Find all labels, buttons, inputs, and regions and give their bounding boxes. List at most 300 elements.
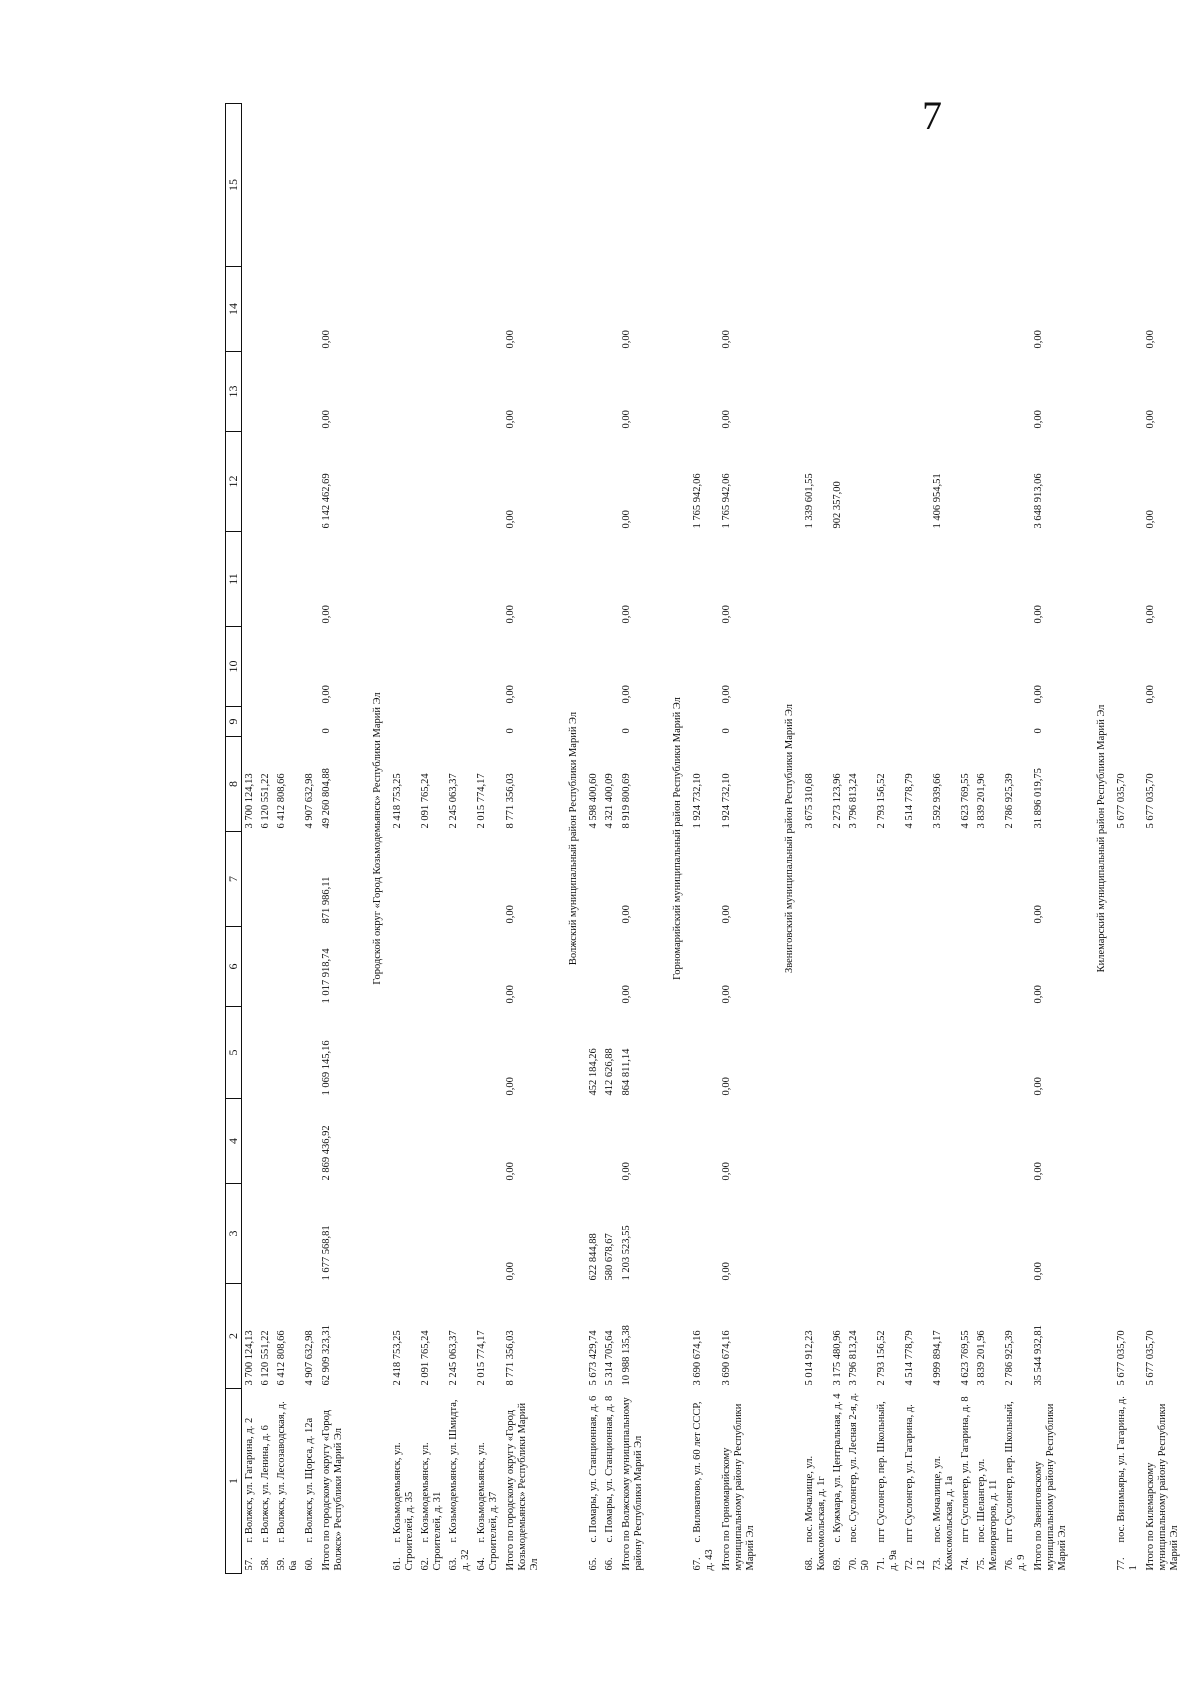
- cell-col-6: [690, 1007, 718, 1099]
- cell-col-7: [1142, 927, 1184, 1007]
- cell-col-7: [930, 927, 958, 1007]
- table-row: [846, 104, 874, 1574]
- cell-col-15: [802, 267, 830, 352]
- cell-col-5: 0,00: [621, 1162, 632, 1181]
- column-header-15: 15: [226, 104, 242, 267]
- cell-col-11: [930, 627, 958, 707]
- cell-col-14: [874, 352, 902, 432]
- address-cell: [502, 1389, 544, 1574]
- cell-col-8: [846, 832, 874, 927]
- cell-col-12: [586, 532, 602, 627]
- row-number: 61.: [392, 1557, 403, 1571]
- cell-col-11: 0,00: [721, 685, 732, 704]
- section-row: [774, 104, 802, 1574]
- cell-col-8: [446, 832, 474, 927]
- cell-col-12: [802, 532, 830, 627]
- row-label: пгт Суслонгер, пер. Школьный, д. 9а: [876, 1401, 899, 1571]
- table-row: [902, 104, 930, 1574]
- cell-col-9: 49 260 804,88: [321, 768, 332, 829]
- cell-col-10: 0: [721, 728, 732, 734]
- cell-col-12: [242, 532, 259, 627]
- cell-col-6: [274, 1007, 302, 1099]
- column-header-11: 11: [226, 532, 242, 627]
- cell-col-14: [302, 352, 318, 432]
- cell-col-10: [418, 707, 446, 737]
- cell-col-4: [242, 1184, 259, 1284]
- spacer-cell: [348, 104, 362, 1574]
- table-row: [930, 104, 958, 1574]
- row-number: 74.: [960, 1557, 971, 1571]
- cell-col-5: [974, 1099, 1002, 1184]
- cell-col-10: [958, 707, 974, 737]
- address-cell: [1002, 1389, 1030, 1574]
- cell-col-8: [474, 832, 502, 927]
- cell-col-7: [418, 927, 446, 1007]
- cell-col-14: 0,00: [1033, 410, 1044, 429]
- cell-col-8: [974, 832, 1002, 927]
- cell-col-15: [474, 267, 502, 352]
- cell-col-10: [930, 707, 958, 737]
- cell-col-15: [602, 267, 618, 352]
- cell-col-14: 0,00: [621, 410, 632, 429]
- row-label: пгт Суслонгер, ул. Гагарина, д. 12: [904, 1404, 927, 1571]
- cell-col-11: 0,00: [321, 685, 332, 704]
- row-number: 70.: [848, 1557, 859, 1571]
- cell-col-11: [446, 627, 474, 707]
- cell-col-7: 0,00: [1033, 985, 1044, 1004]
- cell-col-6: [1142, 1007, 1184, 1099]
- cell-col-8: 0,00: [1033, 905, 1044, 924]
- cell-col-5: [242, 1099, 259, 1184]
- cell-col-4: [1002, 1184, 1030, 1284]
- column-header-4: 4: [226, 1099, 242, 1184]
- cell-col-14: [602, 352, 618, 432]
- cell-col-13: 0,00: [621, 510, 632, 529]
- cell-col-5: [418, 1099, 446, 1184]
- cell-col-9: 2 091 765,24: [420, 773, 431, 829]
- address-cell: [958, 1389, 974, 1574]
- cell-col-5: [846, 1099, 874, 1184]
- cell-col-9: 3 700 124,13: [244, 773, 255, 829]
- total-row: [718, 104, 760, 1574]
- cell-col-3: 5 677 035,70: [1116, 1330, 1127, 1386]
- address-cell: [974, 1389, 1002, 1574]
- cell-col-12: 0,00: [1033, 605, 1044, 624]
- cell-col-14: [474, 352, 502, 432]
- cell-col-14: [1114, 352, 1142, 432]
- cell-col-5: [874, 1099, 902, 1184]
- address-cell: [418, 1389, 446, 1574]
- cell-col-7: [390, 927, 418, 1007]
- total-row: [1030, 104, 1072, 1574]
- cell-col-9: 4 321 400,09: [604, 773, 615, 829]
- cell-col-7: [242, 927, 259, 1007]
- row-label: пос. Визимьяры, ул. Гагарина, д. 1: [1116, 1396, 1139, 1571]
- column-header-7: 7: [226, 832, 242, 927]
- cell-col-9: 3 796 813,24: [848, 773, 859, 829]
- cell-col-13: 3 648 913,06: [1033, 473, 1044, 529]
- cell-col-8: [690, 832, 718, 927]
- spacer-row: [1072, 104, 1086, 1574]
- cell-col-5: 2 869 436,92: [321, 1125, 332, 1181]
- cell-col-5: [690, 1099, 718, 1184]
- cell-col-9: 1 924 732,10: [721, 773, 732, 829]
- row-number: 63.: [448, 1557, 459, 1571]
- cell-col-7: [690, 927, 718, 1007]
- cell-col-14: [1002, 352, 1030, 432]
- cell-col-15: 0,00: [321, 330, 332, 349]
- cell-col-5: [390, 1099, 418, 1184]
- cell-col-7: [602, 927, 618, 1007]
- cell-col-10: [1114, 707, 1142, 737]
- cell-col-11: [602, 627, 618, 707]
- cell-col-11: [874, 627, 902, 707]
- row-number: 62.: [420, 1557, 431, 1571]
- cell-col-7: 0,00: [621, 985, 632, 1004]
- cell-col-8: [830, 832, 846, 927]
- address-cell: [302, 1389, 318, 1574]
- cell-col-14: [274, 352, 302, 432]
- cell-col-8: [274, 832, 302, 927]
- cell-col-13: [446, 432, 474, 532]
- cell-col-12: [258, 532, 274, 627]
- cell-col-4: [474, 1184, 502, 1284]
- cell-col-9: 6 412 808,66: [276, 773, 287, 829]
- spacer-row: [348, 104, 362, 1574]
- row-number: 68.: [804, 1557, 815, 1571]
- row-number: 76.: [1004, 1557, 1015, 1571]
- cell-col-4: [930, 1184, 958, 1284]
- cell-col-5: [958, 1099, 974, 1184]
- cell-col-15: [690, 267, 718, 352]
- cell-col-4: [974, 1184, 1002, 1284]
- cell-col-4: [1142, 1184, 1184, 1284]
- cell-col-4: [390, 1184, 418, 1284]
- table-row: [274, 104, 302, 1574]
- cell-col-9: 5 677 035,70: [1145, 773, 1156, 829]
- row-label: пос. Мочалище, ул. Комсомольская, д. 1г: [804, 1455, 827, 1571]
- cell-col-15: 0,00: [721, 330, 732, 349]
- row-label: пос. Мочалище, ул. Комсомольская, д. 1а: [932, 1455, 955, 1571]
- cell-col-10: [390, 707, 418, 737]
- cell-col-10: [258, 707, 274, 737]
- cell-col-13: [474, 432, 502, 532]
- section-row: [662, 104, 690, 1574]
- cell-col-12: [690, 532, 718, 627]
- row-number: 64.: [476, 1557, 487, 1571]
- cell-col-11: [418, 627, 446, 707]
- row-label: с. Кужмара, ул. Центральная, д. 4: [832, 1393, 843, 1543]
- row-label: Итого по Горномарийскому муниципальному району Республики Марий Эл: [721, 1403, 756, 1571]
- cell-col-4: [846, 1184, 874, 1284]
- address-cell: [690, 1389, 718, 1574]
- cell-col-6: [258, 1007, 274, 1099]
- cell-col-14: [974, 352, 1002, 432]
- column-header-13: 13: [226, 352, 242, 432]
- cell-col-9: 5 677 035,70: [1116, 773, 1127, 829]
- cell-col-15: [390, 267, 418, 352]
- cell-col-4: 0,00: [505, 1262, 516, 1281]
- cell-col-15: [830, 267, 846, 352]
- cell-col-8: 0,00: [721, 905, 732, 924]
- cell-col-15: [446, 267, 474, 352]
- total-row: [1142, 104, 1184, 1574]
- cell-col-6: 412 626,88: [604, 1048, 615, 1096]
- cell-col-5: [274, 1099, 302, 1184]
- cell-col-3: 5 014 912,23: [804, 1330, 815, 1386]
- row-label: Итого по Звениговскому муниципальному району Республики Марий Эл: [1033, 1403, 1068, 1571]
- cell-col-13: [302, 432, 318, 532]
- section-row: [558, 104, 586, 1574]
- cell-col-15: [418, 267, 446, 352]
- cell-col-14: 0,00: [321, 410, 332, 429]
- cell-col-9: 2 245 063,37: [448, 773, 459, 829]
- table-row: [474, 104, 502, 1574]
- cell-col-8: [586, 832, 602, 927]
- cell-col-6: [874, 1007, 902, 1099]
- cell-col-6: 864 811,14: [621, 1048, 632, 1096]
- cell-col-15: 0,00: [1145, 330, 1156, 349]
- row-label: Итого по городскому округу «Город Козьмодемьянск» Республики Марий Эл: [505, 1402, 540, 1571]
- row-number: 73.: [932, 1557, 943, 1571]
- cell-col-13: 0,00: [505, 510, 516, 529]
- cell-col-13: [1114, 432, 1142, 532]
- cell-col-8: [1142, 832, 1184, 927]
- cell-col-6: [802, 1007, 830, 1099]
- cell-col-9: 3 839 201,96: [976, 773, 987, 829]
- table-row: [418, 104, 446, 1574]
- cell-col-11: 0,00: [1033, 685, 1044, 704]
- data-table: [225, 103, 1198, 1574]
- cell-col-9: 4 598 400,60: [588, 773, 599, 829]
- cell-col-6: 0,00: [1033, 1077, 1044, 1096]
- cell-col-11: 0,00: [621, 685, 632, 704]
- cell-col-13: [242, 432, 259, 532]
- cell-col-4: [258, 1184, 274, 1284]
- cell-col-5: [474, 1099, 502, 1184]
- section-title: Городской округ «Город Козьмодемьянск» Республики Марий Эл: [372, 692, 383, 985]
- cell-col-15: [958, 267, 974, 352]
- cell-col-5: [902, 1099, 930, 1184]
- cell-col-3: 62 909 323,31: [321, 1325, 332, 1386]
- cell-col-3: 5 314 705,64: [604, 1330, 615, 1386]
- cell-col-11: [846, 627, 874, 707]
- cell-col-5: [446, 1099, 474, 1184]
- table-row: [242, 104, 259, 1574]
- cell-col-8: [958, 832, 974, 927]
- cell-col-3: 2 793 156,52: [876, 1330, 887, 1386]
- cell-col-8: 871 986,11: [321, 876, 332, 924]
- cell-col-5: [1002, 1099, 1030, 1184]
- cell-col-14: [258, 352, 274, 432]
- cell-col-13: 1 765 942,06: [721, 473, 732, 529]
- cell-col-3: 4 999 894,17: [932, 1330, 943, 1386]
- cell-col-14: [446, 352, 474, 432]
- cell-col-14: [586, 352, 602, 432]
- cell-col-3: 4 514 778,79: [904, 1330, 915, 1386]
- section-title: Звениговский муниципальный район Республики Марий Эл: [784, 703, 795, 974]
- cell-col-15: [274, 267, 302, 352]
- cell-col-15: [902, 267, 930, 352]
- cell-col-11: [258, 627, 274, 707]
- cell-col-12: 0,00: [505, 605, 516, 624]
- cell-col-3: 10 988 135,38: [621, 1325, 632, 1386]
- cell-col-9: 2 418 753,25: [392, 773, 403, 829]
- cell-col-6: [902, 1007, 930, 1099]
- cell-col-9: 8 919 800,69: [621, 773, 632, 829]
- cell-col-11: [274, 627, 302, 707]
- cell-col-12: [474, 532, 502, 627]
- column-header-5: 5: [226, 1007, 242, 1099]
- cell-col-3: 5 673 429,74: [588, 1330, 599, 1386]
- cell-col-12: [602, 532, 618, 627]
- cell-col-10: [586, 707, 602, 737]
- cell-col-14: [690, 352, 718, 432]
- spacer-cell: [760, 104, 774, 1574]
- spacer-row: [760, 104, 774, 1574]
- cell-col-14: 0,00: [505, 410, 516, 429]
- table-row: [302, 104, 318, 1574]
- cell-col-8: [902, 832, 930, 927]
- address-cell: [390, 1389, 418, 1574]
- cell-col-6: 0,00: [721, 1077, 732, 1096]
- cell-col-15: [1002, 267, 1030, 352]
- row-label: г. Волжск, ул. Лесозаводская, д. 6а: [276, 1401, 299, 1571]
- cell-col-9: 3 592 939,66: [932, 773, 943, 829]
- address-cell: [274, 1389, 302, 1574]
- total-row: [318, 104, 348, 1574]
- address-cell: [474, 1389, 502, 1574]
- cell-col-8: [930, 832, 958, 927]
- cell-col-8: [418, 832, 446, 927]
- column-header-14: 14: [226, 267, 242, 352]
- cell-col-9: 4 514 778,79: [904, 773, 915, 829]
- cell-col-3: 2 786 925,39: [1004, 1330, 1015, 1386]
- cell-col-3: 2 245 063,37: [448, 1330, 459, 1386]
- cell-col-4: [830, 1184, 846, 1284]
- cell-col-10: [474, 707, 502, 737]
- cell-col-6: [302, 1007, 318, 1099]
- cell-col-11: [474, 627, 502, 707]
- cell-col-13: [602, 432, 618, 532]
- cell-col-13: [874, 432, 902, 532]
- row-label: с. Виловатово, ул. 60 лет СССР, д. 43: [692, 1401, 715, 1571]
- cell-col-11: [830, 627, 846, 707]
- cell-col-13: [418, 432, 446, 532]
- row-label: с. Помары, ул. Станционная, д. 6: [588, 1395, 599, 1543]
- cell-col-3: 3 690 674,16: [692, 1330, 703, 1386]
- cell-col-8: [1114, 832, 1142, 927]
- cell-col-3: 2 418 753,25: [392, 1330, 403, 1386]
- cell-col-13: 1 765 942,06: [692, 473, 703, 529]
- cell-col-5: [830, 1099, 846, 1184]
- row-number: 77.: [1116, 1557, 1127, 1571]
- column-header-10: 10: [226, 627, 242, 707]
- cell-col-14: 0,00: [721, 410, 732, 429]
- table-row: [874, 104, 902, 1574]
- cell-col-4: [958, 1184, 974, 1284]
- cell-col-9: 2 786 925,39: [1004, 773, 1015, 829]
- cell-col-10: [830, 707, 846, 737]
- row-number: 72.: [904, 1557, 915, 1571]
- cell-col-5: [1142, 1099, 1184, 1184]
- cell-col-14: [846, 352, 874, 432]
- section-title: Волжский муниципальный район Республики Марий Эл: [568, 711, 579, 966]
- cell-col-8: [258, 832, 274, 927]
- cell-col-3: 35 544 932,81: [1033, 1325, 1044, 1386]
- cell-col-7: 0,00: [721, 985, 732, 1004]
- cell-col-7: [446, 927, 474, 1007]
- address-cell: [874, 1389, 902, 1574]
- cell-col-6: [446, 1007, 474, 1099]
- row-number: 57.: [244, 1557, 255, 1571]
- row-number: 66.: [604, 1557, 615, 1571]
- column-header-8: 8: [226, 737, 242, 832]
- cell-col-6: [846, 1007, 874, 1099]
- cell-col-3: 3 839 201,96: [976, 1330, 987, 1386]
- spacer-row: [1184, 104, 1198, 1574]
- cell-col-12: [958, 532, 974, 627]
- cell-col-15: 0,00: [1033, 330, 1044, 349]
- cell-col-12: [1114, 532, 1142, 627]
- cell-col-8: 0,00: [621, 905, 632, 924]
- cell-col-12: 0,00: [1145, 605, 1156, 624]
- cell-col-11: [974, 627, 1002, 707]
- cell-col-14: [930, 352, 958, 432]
- cell-col-10: [1002, 707, 1030, 737]
- cell-col-14: [830, 352, 846, 432]
- cell-col-7: [1002, 927, 1030, 1007]
- cell-col-8: [602, 832, 618, 927]
- cell-col-7: [302, 927, 318, 1007]
- cell-col-15: 0,00: [505, 330, 516, 349]
- cell-col-11: [586, 627, 602, 707]
- cell-col-12: [902, 532, 930, 627]
- cell-col-14: 0,00: [1145, 410, 1156, 429]
- cell-col-6: 452 184,26: [588, 1048, 599, 1096]
- cell-col-5: 0,00: [505, 1162, 516, 1181]
- row-number: 71.: [876, 1557, 887, 1571]
- cell-col-3: 2 015 774,17: [476, 1330, 487, 1386]
- cell-col-12: [930, 532, 958, 627]
- cell-col-12: 0,00: [721, 605, 732, 624]
- cell-col-5: 0,00: [1033, 1162, 1044, 1181]
- cell-col-10: [274, 707, 302, 737]
- address-cell: [846, 1389, 874, 1574]
- cell-col-7: [902, 927, 930, 1007]
- total-row: [502, 104, 544, 1574]
- cell-col-10: [974, 707, 1002, 737]
- cell-col-12: [846, 532, 874, 627]
- cell-col-9: 4 907 632,98: [304, 773, 315, 829]
- cell-col-12: 0,00: [621, 605, 632, 624]
- cell-col-8: [242, 832, 259, 927]
- cell-col-15: [586, 267, 602, 352]
- cell-col-6: [1002, 1007, 1030, 1099]
- cell-col-9: 8 771 356,03: [505, 773, 516, 829]
- cell-col-6: [930, 1007, 958, 1099]
- cell-col-3: 6 120 551,22: [260, 1330, 271, 1386]
- address-cell: [1142, 1389, 1184, 1574]
- cell-col-3: 6 412 808,66: [276, 1330, 287, 1386]
- cell-col-8: [802, 832, 830, 927]
- cell-col-15: [974, 267, 1002, 352]
- row-label: г. Волжск, ул. Гагарина, д. 2: [244, 1417, 255, 1543]
- cell-col-4: 622 844,88: [588, 1233, 599, 1281]
- column-header-12: 12: [226, 432, 242, 532]
- cell-col-12: 0,00: [321, 605, 332, 624]
- cell-col-13: 0,00: [1145, 510, 1156, 529]
